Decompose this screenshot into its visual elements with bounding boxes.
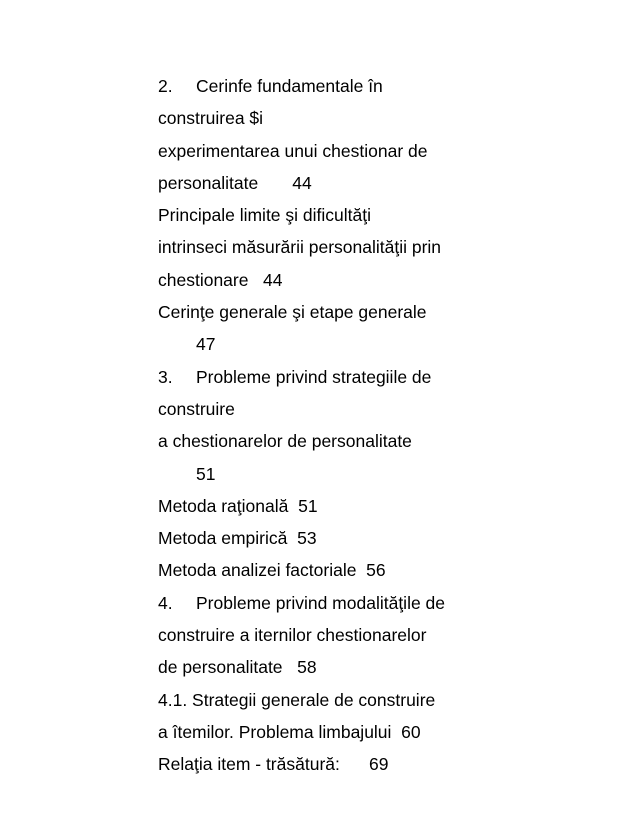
toc-line-text: Cerinfe fundamentale în [196, 76, 383, 96]
toc-line-text: Probleme privind modalităţile de [196, 592, 446, 613]
toc-line-section-3 [158, 361, 618, 393]
toc-line-section-4 [158, 587, 618, 619]
section-number: 4. [158, 592, 173, 613]
table-of-contents [158, 70, 618, 781]
section-number: 3. [158, 366, 173, 387]
toc-page-number: 51 [196, 463, 216, 484]
toc-line-text: Probleme privind strategiile de [196, 366, 432, 387]
toc-line: Metoda empirică 53 [158, 528, 317, 549]
toc-line-section-2 [158, 70, 618, 102]
toc-line: Metoda raţională 51 [158, 495, 318, 516]
toc-line: Principale limite şi dificultăţi [158, 205, 371, 226]
toc-line: Metoda analizei factoriale 56 [158, 560, 386, 581]
toc-line: intrinseci măsurării personalităţii prin [158, 237, 442, 258]
toc-line: a chestionarelor de personalitate [158, 431, 412, 452]
toc-line: Cerinţe generale şi etape generale [158, 302, 427, 323]
toc-line: a îtemilor. Problema limbajului 60 [158, 721, 421, 742]
toc-line: chestionare 44 [158, 269, 283, 290]
toc-line: construirea $i [158, 108, 264, 129]
toc-line: experimentarea unui chestionar de [158, 140, 428, 161]
toc-line: construire [158, 398, 235, 419]
toc-page-number: 47 [196, 334, 216, 355]
toc-line: de personalitate 58 [158, 657, 317, 678]
toc-line: construire a iternilor chestionarelor [158, 625, 427, 646]
section-number: 2. [158, 76, 173, 96]
toc-line: 4.1. Strategii generale de construire [158, 689, 436, 710]
toc-line: Relaţia item - trăsătură: 69 [158, 754, 389, 775]
toc-line: personalitate 44 [158, 172, 312, 193]
